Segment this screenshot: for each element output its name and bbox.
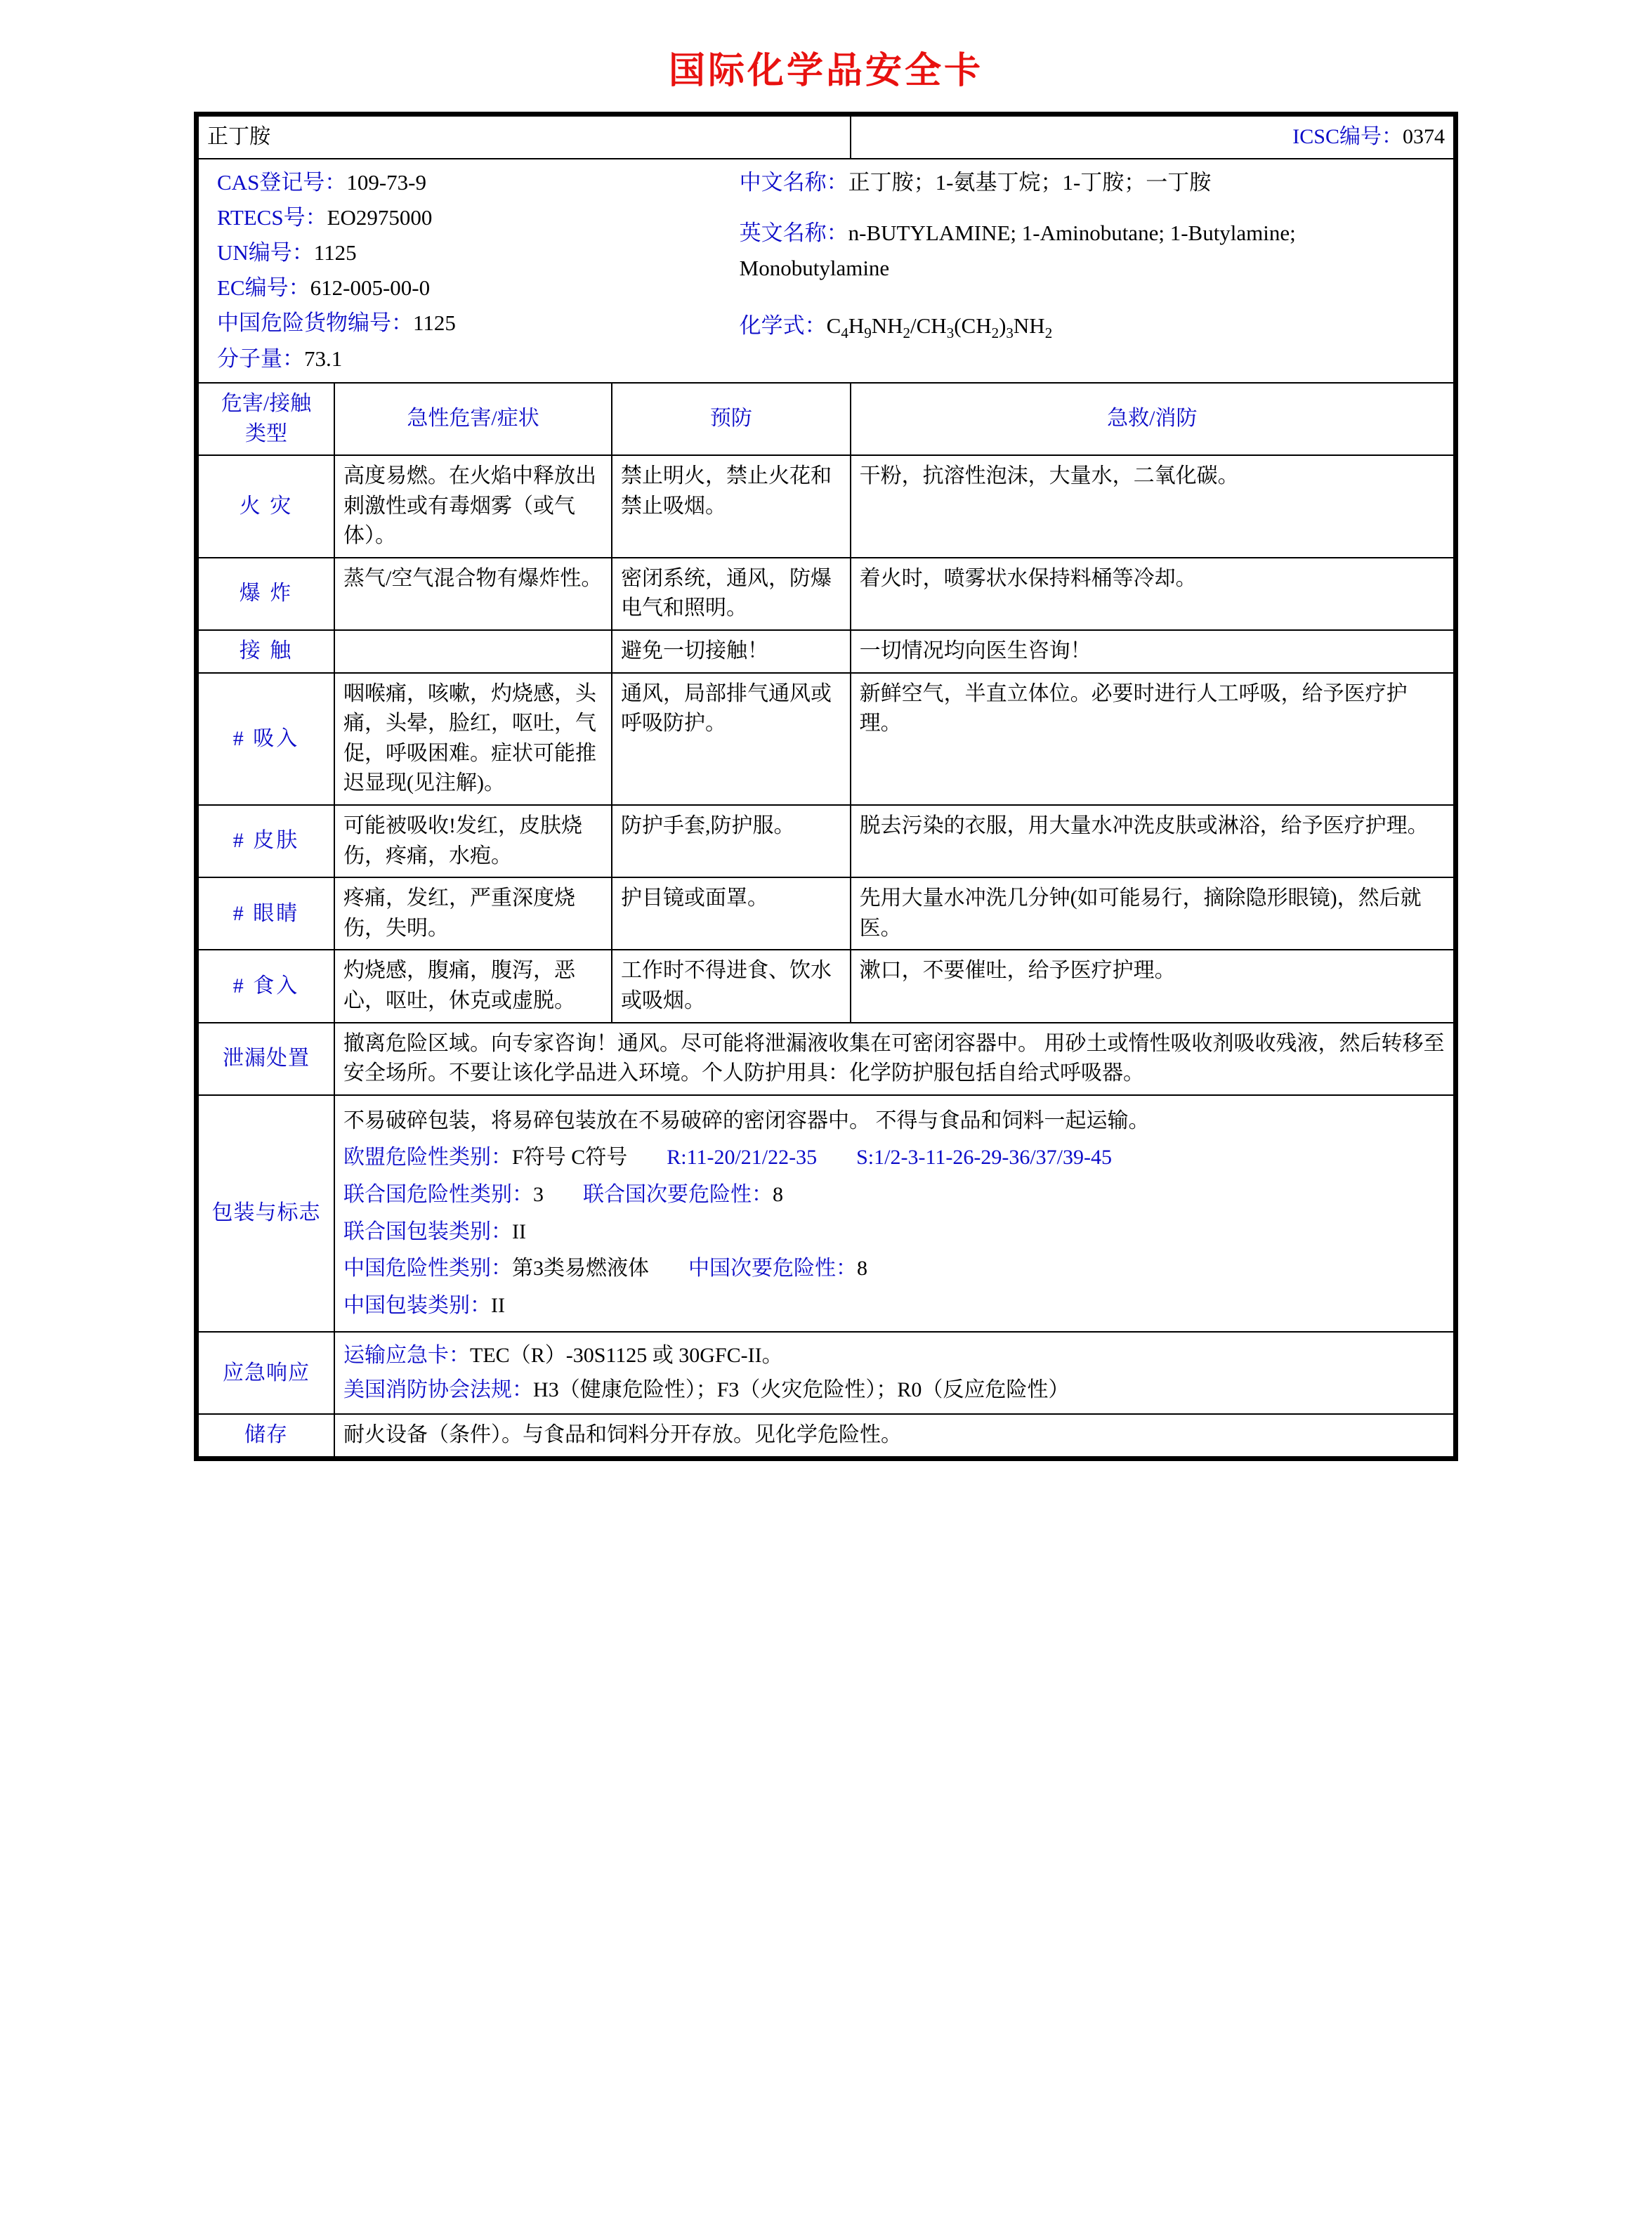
row-label-emergency: 应急响应 [198, 1332, 334, 1414]
table-row [198, 805, 1454, 877]
row-label-exposure: 接 触 [198, 630, 334, 673]
row-label-spill: 泄漏处置 [198, 1023, 334, 1095]
mw-value: 73.1 [304, 346, 343, 371]
cas-line [217, 165, 740, 200]
row-label-packaging: 包装与标志 [198, 1095, 334, 1333]
en-name-label: 英文名称： [739, 220, 848, 245]
rtecs-line [217, 200, 740, 235]
packaging-row [198, 1095, 1454, 1333]
un-label: UN编号： [217, 240, 314, 266]
row-label-eyes: # 眼睛 [198, 877, 334, 950]
packaging-un-sub-value: 8 [773, 1182, 784, 1206]
column-header-row [198, 383, 1454, 455]
packaging-intro: 不易破碎包装，将易碎包装放在不易破碎的密闭容器中。 不得与食品和饲料一起运输。 [343, 1108, 1150, 1132]
emergency-nfpa-line [343, 1374, 1445, 1407]
icsc-value: 0374 [1403, 125, 1445, 148]
packaging-eu-s: S:1/2-3-11-26-29-36/37/39-45 [856, 1146, 1112, 1170]
cas-value: 109-73-9 [346, 169, 426, 195]
row-acute-explosion: 蒸气/空气混合物有爆炸性。 [334, 558, 612, 630]
packaging-eu-value: F符号 C符号 [512, 1146, 628, 1170]
col-header-type [198, 383, 334, 455]
col-header-type-line1: 危害/接触 [221, 391, 312, 415]
row-label-explosion: 爆 炸 [198, 558, 334, 630]
formula-label: 化学式： [739, 313, 827, 339]
emergency-row [198, 1332, 1454, 1414]
un-value: 1125 [313, 240, 357, 266]
table-row [198, 950, 1454, 1022]
col-header-acute: 急性危害/症状 [334, 383, 612, 455]
rtecs-value: EO2975000 [327, 204, 433, 230]
en-name-line [740, 216, 1445, 286]
cas-label: CAS登记号： [217, 169, 347, 195]
packaging-cn-pack-line [343, 1289, 1445, 1323]
spill-row [198, 1023, 1454, 1095]
identifier-row [198, 159, 1454, 383]
packaging-cn-pack-label: 中国包装类别： [343, 1293, 492, 1317]
row-label-skin: # 皮肤 [198, 805, 334, 877]
row-label-storage: 储存 [198, 1414, 334, 1457]
formula-line [740, 308, 1445, 345]
emergency-nfpa-value: H3（健康危险性）；F3（火灾危险性）；R0（反应危险性） [533, 1378, 1070, 1401]
storage-row [198, 1414, 1454, 1457]
col-header-type-line2: 类型 [245, 421, 288, 445]
row-label-fire: 火 灾 [198, 455, 334, 558]
packaging-cn-sub-value: 8 [857, 1257, 868, 1281]
packaging-cn-class-line [343, 1252, 1445, 1286]
identifier-right [740, 165, 1445, 377]
row-prevention-explosion: 密闭系统，通风，防爆电气和照明。 [612, 558, 851, 630]
row-firstaid-skin: 脱去污染的衣服，用大量水冲洗皮肤或淋浴，给予医疗护理。 [851, 805, 1454, 877]
row-firstaid-eyes: 先用大量水冲洗几分钟(如可能易行，摘除隐形眼镜)，然后就医。 [851, 877, 1454, 950]
identifier-block [198, 159, 1454, 383]
packaging-cn-pack-value: II [491, 1293, 506, 1317]
ec-label: EC编号： [217, 275, 310, 301]
row-label-ingestion: # 食入 [198, 950, 334, 1022]
table-row [198, 455, 1454, 558]
spill-text: 撤离危险区域。向专家咨询！通风。尽可能将泄漏液收集在可密闭容器中。 用砂土或惰性吸收剂吸收残液，然后转移至安全场所。不要让该化学品进入环境。个人防护用具：化学防护服包括自给式呼吸器。 [334, 1023, 1454, 1095]
row-firstaid-exposure: 一切情况均向医生咨询！ [851, 630, 1454, 673]
row-acute-eyes: 疼痛，发红，严重深度烧伤，失明。 [334, 877, 612, 950]
row-prevention-ingestion: 工作时不得进食、饮水或吸烟。 [612, 950, 851, 1022]
packaging-un-sub-label: 联合国次要危险性： [583, 1182, 773, 1206]
row-acute-fire: 高度易燃。在火焰中释放出刺激性或有毒烟雾（或气体）。 [334, 455, 612, 558]
emergency-tec-line [343, 1340, 1445, 1373]
row-firstaid-inhalation: 新鲜空气，半直立体位。必要时进行人工呼吸，给予医疗护理。 [851, 673, 1454, 805]
cn-name-value: 正丁胺；1-氨基丁烷；1-丁胺；一丁胺 [848, 169, 1212, 195]
table-row [198, 630, 1454, 673]
page-title: 国际化学品安全卡 [668, 50, 983, 92]
row-firstaid-ingestion: 漱口，不要催吐，给予医疗护理。 [851, 950, 1454, 1022]
packaging-un-class-value: 3 [533, 1182, 544, 1206]
ec-line [217, 270, 740, 306]
table-row [198, 558, 1454, 630]
packaging-cn-class-label: 中国危险性类别： [343, 1257, 513, 1281]
row-prevention-exposure: 避免一切接触！ [612, 630, 851, 673]
icsc-card [194, 112, 1458, 1461]
packaging-un-pack-label: 联合国包装类别： [343, 1219, 513, 1243]
rtecs-label: RTECS号： [217, 204, 327, 230]
un-line [217, 235, 740, 270]
packaging-cn-sub-label: 中国次要危险性： [688, 1257, 858, 1281]
en-name-value: n-BUTYLAMINE; 1-Aminobutane; 1-Butylamine; Monobutylamine [739, 220, 1296, 281]
emergency-content [334, 1332, 1454, 1414]
table-row [198, 673, 1454, 805]
packaging-un-pack-line [343, 1215, 1445, 1250]
row-acute-exposure [334, 630, 612, 673]
ec-value: 612-005-00-0 [310, 275, 431, 301]
storage-text: 耐火设备（条件）。与食品和饲料分开存放。见化学危险性。 [334, 1414, 1454, 1457]
col-header-prevention: 预防 [612, 383, 851, 455]
icsc-label: ICSC编号： [1292, 125, 1403, 148]
row-acute-inhalation: 咽喉痛，咳嗽，灼烧感，头痛，头晕，脸红，呕吐，气促，呼吸困难。症状可能推迟显现(见注解)。 [334, 673, 612, 805]
row-label-inhalation: # 吸入 [198, 673, 334, 805]
cn-dangerous-value: 1125 [413, 310, 456, 336]
cn-dangerous-line [217, 306, 740, 341]
packaging-eu-label: 欧盟危险性类别： [343, 1146, 513, 1170]
cn-dangerous-label: 中国危险货物编号： [217, 310, 413, 336]
icsc-table [197, 115, 1455, 1458]
cn-name-line [740, 165, 1445, 200]
substance-name: 正丁胺 [198, 116, 851, 159]
identifier-left [207, 165, 740, 377]
icsc-number-cell [851, 116, 1454, 159]
row-prevention-fire: 禁止明火，禁止火花和禁止吸烟。 [612, 455, 851, 558]
packaging-content [334, 1095, 1454, 1333]
row-prevention-skin: 防护手套,防护服。 [612, 805, 851, 877]
formula-value: $C_4H_9NH_2/CH_3(CH_2)_3NH_2$ [826, 313, 1053, 342]
emergency-tec-value: TEC（R）-30S1125 或 30GFC-II。 [470, 1344, 783, 1368]
row-acute-ingestion: 灼烧感，腹痛，腹泻，恶心，呕吐，休克或虚脱。 [334, 950, 612, 1022]
mw-line [217, 341, 740, 377]
packaging-un-class-line [343, 1178, 1445, 1212]
row-firstaid-explosion: 着火时，喷雾状水保持料桶等冷却。 [851, 558, 1454, 630]
header-row [198, 116, 1454, 159]
col-header-firstaid: 急救/消防 [851, 383, 1454, 455]
emergency-tec-label: 运输应急卡： [343, 1344, 471, 1368]
row-acute-skin: 可能被吸收!发红，皮肤烧伤，疼痛，水疱。 [334, 805, 612, 877]
packaging-un-pack-value: II [512, 1219, 527, 1243]
emergency-nfpa-label: 美国消防协会法规： [343, 1378, 534, 1401]
mw-label: 分子量： [217, 346, 304, 371]
row-prevention-inhalation: 通风，局部排气通风或呼吸防护。 [612, 673, 851, 805]
packaging-cn-class-value: 第3类易燃液体 [512, 1257, 650, 1281]
cn-name-label: 中文名称： [739, 169, 848, 195]
row-firstaid-fire: 干粉，抗溶性泡沫，大量水，二氧化碳。 [851, 455, 1454, 558]
packaging-un-class-label: 联合国危险性类别： [343, 1182, 534, 1206]
packaging-eu-line [343, 1141, 1445, 1175]
table-row [198, 877, 1454, 950]
row-prevention-eyes: 护目镜或面罩。 [612, 877, 851, 950]
packaging-eu-r: R:11-20/21/22-35 [667, 1146, 818, 1170]
